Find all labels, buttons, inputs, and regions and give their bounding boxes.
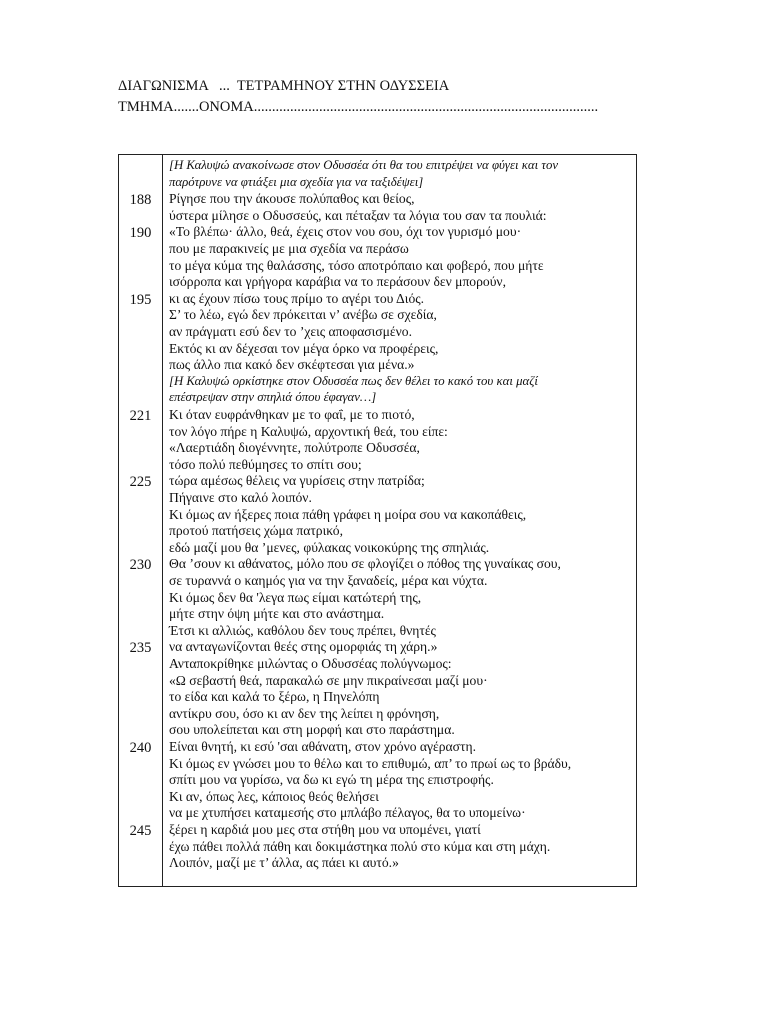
verse-line: τον λόγο πήρε η Καλυψώ, αρχοντική θεά, του είπε: [169, 423, 448, 439]
verse-line: να με χτυπήσει καταμεσής στο μπλάβο πέλαγος, θα το υπομείνω· [169, 805, 526, 821]
verse-line: Σ’ το λέω, εγώ δεν πρόκειται ν’ ανέβω σε σχεδία, [169, 307, 437, 323]
verse-line: «Το βλέπω· άλλο, θεά, έχεις στον νου σου, όχι τον γυρισμό μου· [169, 224, 522, 240]
verse-line: «Ω σεβαστή θεά, παρακαλώ σε μην πικραίνεσαι μαζί μου· [169, 672, 488, 688]
verse-line: Εκτός κι αν δέχεσαι τον μέγα όρκο να προφέρεις, [169, 340, 439, 356]
verse-line: Κι όταν ευφράνθηκαν με το φαΐ, με το πιοτό, [169, 407, 415, 422]
verse-line: σε τυραννά ο καημός για να την ξαναδείς, μέρα και νύχτα. [169, 573, 488, 588]
line-number-column [119, 155, 162, 886]
verse-line: να ανταγωνίζονται θεές στης ομορφιάς τη χάρη.» [169, 639, 438, 655]
verse-line: Λοιπόν, μαζί με τ’ άλλα, ας πάει κι αυτό.» [169, 855, 399, 871]
verse-line: ύστερα μίλησε ο Οδυσσεύς, και πέταξαν τα λόγια του σαν τα πουλιά: [169, 207, 547, 223]
verse-line: εδώ μαζί μου θα ’μενες, φύλακας νοικοκύρης της σπηλιάς. [169, 539, 490, 555]
verse-line: πως άλλο πια κακό δεν σκέφτεσαι για μένα.» [169, 357, 415, 373]
verse-line: Ανταποκρίθηκε μιλώντας ο Οδυσσέας πολύγνωμος: [169, 656, 452, 671]
summary-line: παρότρυνε να φτιάξει μια σχεδία για να ταξιδέψει] [169, 174, 424, 189]
verse-line: προτού πατήσεις χώμα πατρικό, [169, 523, 343, 539]
line-number: 221 [129, 408, 152, 424]
verse-line: που με παρακινείς με μια σχεδία να περάσω [169, 241, 409, 256]
line-number: 225 [129, 474, 152, 491]
column-divider [162, 155, 163, 886]
verse-line: αντίκρυ σου, όσο κι αν δεν της λείπει η φρόνηση, [169, 705, 440, 721]
summary-line: επέστρεψαν στην σπηλιά όπου έφαγαν…] [169, 390, 377, 405]
line-number: 240 [129, 740, 152, 756]
summary-line: [Η Καλυψώ ορκίστηκε στον Οδυσσέα πως δεν θέλει το κακό του και μαζί [169, 373, 538, 388]
summary-line: [Η Καλυψώ ανακοίνωσε στον Οδυσσέα ότι θα του επιτρέψει να φύγει και τον [169, 158, 559, 172]
verse-line: ισόρροπα και γρήγορα καράβια να το περάσουν δεν μπορούν, [169, 274, 506, 290]
verse-line: μήτε στην όψη μήτε και στο ανάστημα. [169, 606, 385, 622]
verse-line: Ρίγησε που την άκουσε πολύπαθος και θείος, [169, 191, 415, 207]
verse-line: αν πράγματι εσύ δεν το ’χεις αποφασισμένο. [169, 324, 412, 339]
verse-line: σπίτι μου να γυρίσω, να δω κι εγώ τη μέρα της επιστροφής. [169, 772, 494, 788]
verse-line: τώρα αμέσως θέλεις να γυρίσεις στην πατρίδα; [169, 473, 425, 489]
line-number: 195 [129, 291, 152, 308]
verse-line: έχω πάθει πολλά πάθη και δοκιμάστηκα πολύ στο κύμα και στη μάχη. [169, 838, 551, 854]
document-header [118, 76, 598, 118]
verse-line: Κι όμως εν γνώσει μου το θέλω και το επιθυμώ, απ’ το πρωί ως το βράδυ, [169, 755, 572, 771]
line-number: 230 [129, 557, 152, 574]
verse-line: Έτσι κι αλλιώς, καθόλου δεν τους πρέπει, θνητές [169, 622, 436, 638]
verse-line: το μέγα κύμα της θαλάσσης, τόσο αποτρόπαιο και φοβερό, που μήτε [169, 257, 544, 273]
verse-line: Θα ’σουν κι αθάνατος, μόλο που σε φλογίζει ο πόθος της γυναίκας σου, [169, 556, 561, 572]
verse-line: Κι αν, όπως λες, κάποιος θεός θελήσει [169, 788, 379, 804]
verse-line: Είναι θνητή, κι εσύ 'σαι αθάνατη, στον χρόνο αγέραστη. [169, 739, 476, 754]
verse-line: το είδα και καλά το ξέρω, η Πηνελόπη [169, 689, 380, 705]
verse-line: Πήγαινε στο καλό λοιπόν. [169, 490, 312, 505]
line-number: 190 [129, 225, 152, 242]
verse-line: τόσο πολύ πεθύμησες το σπίτι σου; [169, 456, 362, 472]
line-number: 235 [129, 640, 152, 657]
line-number: 245 [129, 823, 152, 839]
text-frame [118, 154, 637, 887]
line-number: 188 [129, 192, 152, 209]
verse-line: κι ας έχουν πίσω τους πρίμο το αγέρι του Διός. [169, 290, 425, 306]
verse-line: ξέρει η καρδιά μου μες στα στήθη μου να υπομένει, γιατί [169, 822, 481, 837]
student-info-line: ΤΜΗΜΑ.......ΟΝΟΜΑ............................................................................................... [118, 99, 599, 115]
verse-line: «Λαερτιάδη διογέννητε, πολύτροπε Οδυσσέα, [169, 440, 420, 456]
exam-title: ΔΙΑΓΩΝΙΣΜΑ ... ΤΕΤΡΑΜΗΝΟΥ ΣΤΗΝ ΟΔΥΣΣΕΙΑ [118, 78, 450, 94]
verse-line: Κι όμως αν ήξερες ποια πάθη γράφει η μοίρα σου να κακοπάθεις, [169, 506, 527, 522]
verse-line: Κι όμως δεν θα 'λεγα πως είμαι κατώτερή της, [169, 589, 422, 605]
verse-line: σου υπολείπεται και στη μορφή και στο παράστημα. [169, 722, 455, 738]
